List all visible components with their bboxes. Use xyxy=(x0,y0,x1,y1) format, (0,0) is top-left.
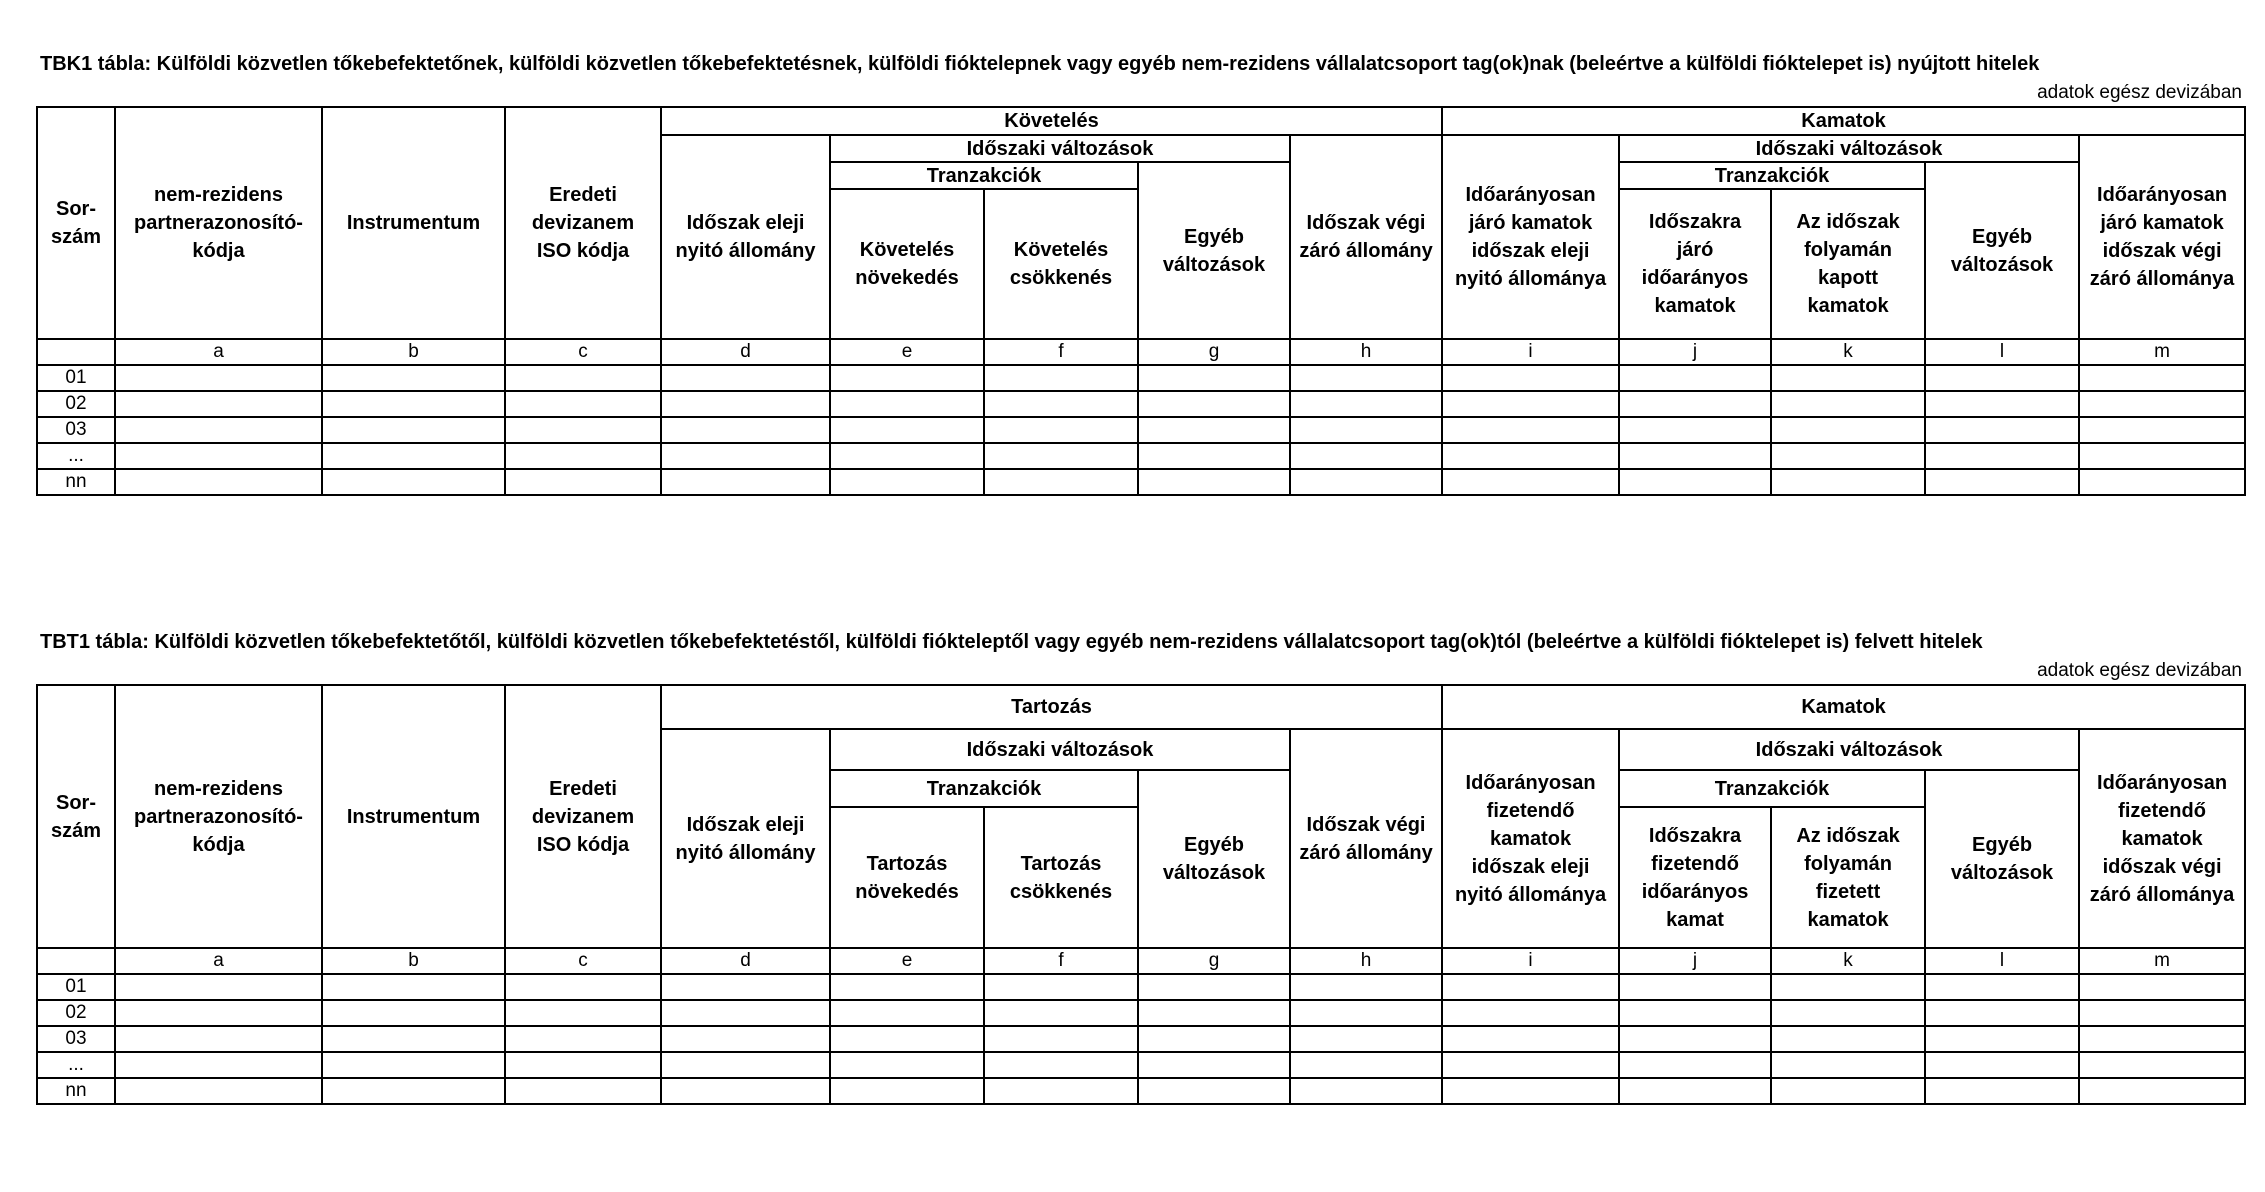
data-cell-h[interactable] xyxy=(1290,391,1442,417)
data-cell-d[interactable] xyxy=(661,1052,830,1078)
data-cell-l[interactable] xyxy=(1925,469,2079,495)
header-f: Tartozás csökkenés xyxy=(984,807,1138,948)
row-number: nn xyxy=(37,1078,115,1104)
header-a: nem-rezidens partnerazonosító- kódja xyxy=(115,107,322,339)
data-cell-l[interactable] xyxy=(1925,1052,2079,1078)
tbt1-section xyxy=(36,630,2244,1105)
table-row xyxy=(37,391,2245,417)
data-cell-j[interactable] xyxy=(1619,443,1771,469)
data-cell-k[interactable] xyxy=(1771,365,1925,391)
data-cell-b[interactable] xyxy=(322,1026,505,1052)
tbk1-section xyxy=(36,52,2244,496)
column-letter-i: i xyxy=(1442,339,1619,365)
table-row xyxy=(37,365,2245,391)
column-letter-c: c xyxy=(505,339,661,365)
data-cell-j[interactable] xyxy=(1619,417,1771,443)
data-cell-a[interactable] xyxy=(115,1078,322,1104)
data-cell-e[interactable] xyxy=(830,365,984,391)
data-cell-e[interactable] xyxy=(830,443,984,469)
data-cell-d[interactable] xyxy=(661,1000,830,1026)
column-letter-d: d xyxy=(661,948,830,974)
data-cell-g[interactable] xyxy=(1138,1000,1290,1026)
data-table xyxy=(36,684,2246,1105)
row-number: nn xyxy=(37,469,115,495)
group-header-interest: Kamatok xyxy=(1442,107,2245,135)
column-letter-b: b xyxy=(322,948,505,974)
data-cell-b[interactable] xyxy=(322,1052,505,1078)
data-cell-d[interactable] xyxy=(661,1078,830,1104)
data-cell-c[interactable] xyxy=(505,1078,661,1104)
data-cell-c[interactable] xyxy=(505,417,661,443)
column-letter-k: k xyxy=(1771,339,1925,365)
header-i: Időarányosan járó kamatok időszak eleji nyitó állománya xyxy=(1442,135,1619,339)
data-cell-a[interactable] xyxy=(115,1000,322,1026)
row-number: 01 xyxy=(37,365,115,391)
data-cell-j[interactable] xyxy=(1619,1078,1771,1104)
table-row xyxy=(37,1078,2245,1104)
group-header-main: Tartozás xyxy=(661,685,1442,729)
data-cell-j[interactable] xyxy=(1619,391,1771,417)
data-cell-c[interactable] xyxy=(505,1026,661,1052)
data-cell-m[interactable] xyxy=(2079,1052,2245,1078)
group-header-transactions-interest: Tranzakciók xyxy=(1619,770,1925,807)
data-cell-i[interactable] xyxy=(1442,443,1619,469)
data-cell-a[interactable] xyxy=(115,417,322,443)
data-cell-f[interactable] xyxy=(984,417,1138,443)
data-cell-l[interactable] xyxy=(1925,1000,2079,1026)
group-header-periodic-main: Időszaki változások xyxy=(830,135,1290,162)
header-f: Követelés csökkenés xyxy=(984,189,1138,339)
table-row xyxy=(37,469,2245,495)
letter-cell-empty xyxy=(37,339,115,365)
data-cell-h[interactable] xyxy=(1290,974,1442,1000)
data-cell-i[interactable] xyxy=(1442,391,1619,417)
table-row xyxy=(37,1052,2245,1078)
data-table xyxy=(36,106,2246,496)
group-header-transactions-main: Tranzakciók xyxy=(830,770,1138,807)
data-cell-j[interactable] xyxy=(1619,1052,1771,1078)
group-header-transactions-interest: Tranzakciók xyxy=(1619,162,1925,189)
column-letter-h: h xyxy=(1290,339,1442,365)
data-cell-g[interactable] xyxy=(1138,365,1290,391)
data-cell-c[interactable] xyxy=(505,365,661,391)
data-cell-e[interactable] xyxy=(830,1052,984,1078)
data-cell-f[interactable] xyxy=(984,1052,1138,1078)
header-h: Időszak végi záró állomány xyxy=(1290,135,1442,339)
data-cell-c[interactable] xyxy=(505,443,661,469)
header-l: Egyéb változások xyxy=(1925,770,2079,948)
data-cell-m[interactable] xyxy=(2079,1000,2245,1026)
data-cell-l[interactable] xyxy=(1925,974,2079,1000)
header-g: Egyéb változások xyxy=(1138,770,1290,948)
data-cell-a[interactable] xyxy=(115,1052,322,1078)
column-letter-f: f xyxy=(984,339,1138,365)
data-cell-g[interactable] xyxy=(1138,974,1290,1000)
group-header-periodic-main: Időszaki változások xyxy=(830,729,1290,770)
data-cell-h[interactable] xyxy=(1290,1052,1442,1078)
data-cell-f[interactable] xyxy=(984,443,1138,469)
data-cell-l[interactable] xyxy=(1925,443,2079,469)
data-cell-m[interactable] xyxy=(2079,974,2245,1000)
group-header-periodic-interest: Időszaki változások xyxy=(1619,135,2079,162)
header-d: Időszak eleji nyitó állomány xyxy=(661,729,830,948)
row-number: ... xyxy=(37,1052,115,1078)
column-letter-l: l xyxy=(1925,339,2079,365)
row-number: 02 xyxy=(37,1000,115,1026)
unit-note: adatok egész devizában xyxy=(2037,660,2242,681)
data-cell-i[interactable] xyxy=(1442,469,1619,495)
data-cell-e[interactable] xyxy=(830,1078,984,1104)
header-b: Instrumentum xyxy=(322,107,505,339)
column-letter-l: l xyxy=(1925,948,2079,974)
data-cell-c[interactable] xyxy=(505,469,661,495)
data-cell-c[interactable] xyxy=(505,1000,661,1026)
column-letter-i: i xyxy=(1442,948,1619,974)
column-letter-e: e xyxy=(830,339,984,365)
data-cell-a[interactable] xyxy=(115,1026,322,1052)
data-cell-k[interactable] xyxy=(1771,469,1925,495)
group-header-main: Követelés xyxy=(661,107,1442,135)
column-letter-d: d xyxy=(661,339,830,365)
data-cell-h[interactable] xyxy=(1290,417,1442,443)
data-cell-b[interactable] xyxy=(322,1078,505,1104)
data-cell-b[interactable] xyxy=(322,417,505,443)
table-row xyxy=(37,974,2245,1000)
data-cell-g[interactable] xyxy=(1138,391,1290,417)
data-cell-l[interactable] xyxy=(1925,365,2079,391)
data-cell-j[interactable] xyxy=(1619,1000,1771,1026)
data-cell-e[interactable] xyxy=(830,469,984,495)
data-cell-e[interactable] xyxy=(830,417,984,443)
data-cell-d[interactable] xyxy=(661,974,830,1000)
data-cell-j[interactable] xyxy=(1619,469,1771,495)
column-letter-j: j xyxy=(1619,948,1771,974)
data-cell-c[interactable] xyxy=(505,1052,661,1078)
data-cell-f[interactable] xyxy=(984,1000,1138,1026)
header-c: Eredeti devizanem ISO kódja xyxy=(505,685,661,948)
data-cell-c[interactable] xyxy=(505,974,661,1000)
data-cell-m[interactable] xyxy=(2079,469,2245,495)
header-h: Időszak végi záró állomány xyxy=(1290,729,1442,948)
data-cell-a[interactable] xyxy=(115,391,322,417)
row-number: 02 xyxy=(37,391,115,417)
data-cell-i[interactable] xyxy=(1442,417,1619,443)
table-row xyxy=(37,1000,2245,1026)
data-cell-g[interactable] xyxy=(1138,1026,1290,1052)
data-cell-k[interactable] xyxy=(1771,391,1925,417)
data-cell-i[interactable] xyxy=(1442,1026,1619,1052)
data-cell-d[interactable] xyxy=(661,1026,830,1052)
data-cell-m[interactable] xyxy=(2079,1026,2245,1052)
table-title: TBK1 tábla: Külföldi közvetlen tőkebefektetőnek, külföldi közvetlen tőkebefektetésnek, külföldi fióktelepnek vagy egyéb nem-rezidens vállalatcsoport tag(ok)nak (beleértve a külföldi fióktelepet is) nyújtott hitelek xyxy=(40,53,2040,75)
data-cell-d[interactable] xyxy=(661,417,830,443)
table-title: TBT1 tábla: Külföldi közvetlen tőkebefektetőtől, külföldi közvetlen tőkebefektetéstől, külföldi fiókteleptől vagy egyéb nem-rezidens vállalatcsoport tag(ok)tól (beleértve a külföldi fióktelepet is) felvett hitelek xyxy=(40,631,1983,653)
table-row xyxy=(37,443,2245,469)
data-cell-j[interactable] xyxy=(1619,365,1771,391)
data-cell-e[interactable] xyxy=(830,1000,984,1026)
data-cell-e[interactable] xyxy=(830,1026,984,1052)
data-cell-k[interactable] xyxy=(1771,1026,1925,1052)
data-cell-g[interactable] xyxy=(1138,443,1290,469)
data-cell-h[interactable] xyxy=(1290,1026,1442,1052)
unit-note: adatok egész devizában xyxy=(2037,82,2242,103)
data-cell-a[interactable] xyxy=(115,469,322,495)
data-cell-d[interactable] xyxy=(661,469,830,495)
table-row xyxy=(37,417,2245,443)
data-cell-d[interactable] xyxy=(661,443,830,469)
data-cell-k[interactable] xyxy=(1771,1000,1925,1026)
data-cell-h[interactable] xyxy=(1290,1000,1442,1026)
data-cell-b[interactable] xyxy=(322,974,505,1000)
data-cell-m[interactable] xyxy=(2079,391,2245,417)
header-l: Egyéb változások xyxy=(1925,162,2079,339)
data-cell-e[interactable] xyxy=(830,391,984,417)
data-cell-k[interactable] xyxy=(1771,974,1925,1000)
data-cell-j[interactable] xyxy=(1619,1026,1771,1052)
header-d: Időszak eleji nyitó állomány xyxy=(661,135,830,339)
column-letter-a: a xyxy=(115,948,322,974)
data-cell-m[interactable] xyxy=(2079,1078,2245,1104)
data-cell-f[interactable] xyxy=(984,365,1138,391)
header-b: Instrumentum xyxy=(322,685,505,948)
letter-cell-empty xyxy=(37,948,115,974)
data-cell-m[interactable] xyxy=(2079,417,2245,443)
data-cell-f[interactable] xyxy=(984,974,1138,1000)
header-i: Időarányosan fizetendő kamatok időszak eleji nyitó állománya xyxy=(1442,729,1619,948)
data-cell-i[interactable] xyxy=(1442,1052,1619,1078)
data-cell-d[interactable] xyxy=(661,391,830,417)
header-c: Eredeti devizanem ISO kódja xyxy=(505,107,661,339)
column-letter-m: m xyxy=(2079,948,2245,974)
header-m: Időarányosan fizetendő kamatok időszak végi záró állománya xyxy=(2079,729,2245,948)
data-cell-b[interactable] xyxy=(322,365,505,391)
column-letter-c: c xyxy=(505,948,661,974)
row-number: 01 xyxy=(37,974,115,1000)
header-sorszam: Sor- szám xyxy=(37,107,115,339)
data-cell-l[interactable] xyxy=(1925,1078,2079,1104)
data-cell-b[interactable] xyxy=(322,1000,505,1026)
column-letter-g: g xyxy=(1138,339,1290,365)
row-number: 03 xyxy=(37,1026,115,1052)
data-cell-b[interactable] xyxy=(322,443,505,469)
column-letter-m: m xyxy=(2079,339,2245,365)
data-cell-g[interactable] xyxy=(1138,1052,1290,1078)
header-k: Az időszak folyamán fizetett kamatok xyxy=(1771,807,1925,948)
data-cell-f[interactable] xyxy=(984,391,1138,417)
data-cell-g[interactable] xyxy=(1138,417,1290,443)
data-cell-h[interactable] xyxy=(1290,469,1442,495)
header-e: Tartozás növekedés xyxy=(830,807,984,948)
group-header-interest: Kamatok xyxy=(1442,685,2245,729)
data-cell-m[interactable] xyxy=(2079,365,2245,391)
header-g: Egyéb változások xyxy=(1138,162,1290,339)
data-cell-k[interactable] xyxy=(1771,443,1925,469)
data-cell-l[interactable] xyxy=(1925,417,2079,443)
data-cell-g[interactable] xyxy=(1138,469,1290,495)
data-cell-c[interactable] xyxy=(505,391,661,417)
data-cell-b[interactable] xyxy=(322,391,505,417)
column-letter-e: e xyxy=(830,948,984,974)
data-cell-j[interactable] xyxy=(1619,974,1771,1000)
row-number: ... xyxy=(37,443,115,469)
data-cell-i[interactable] xyxy=(1442,365,1619,391)
header-sorszam: Sor- szám xyxy=(37,685,115,948)
data-cell-f[interactable] xyxy=(984,1078,1138,1104)
group-header-transactions-main: Tranzakciók xyxy=(830,162,1138,189)
data-cell-d[interactable] xyxy=(661,365,830,391)
data-cell-a[interactable] xyxy=(115,443,322,469)
data-cell-i[interactable] xyxy=(1442,1078,1619,1104)
data-cell-k[interactable] xyxy=(1771,417,1925,443)
header-j: Időszakra járó időarányos kamatok xyxy=(1619,189,1771,339)
data-cell-a[interactable] xyxy=(115,974,322,1000)
column-letter-a: a xyxy=(115,339,322,365)
table-row xyxy=(37,1026,2245,1052)
data-cell-f[interactable] xyxy=(984,1026,1138,1052)
data-cell-m[interactable] xyxy=(2079,443,2245,469)
header-k: Az időszak folyamán kapott kamatok xyxy=(1771,189,1925,339)
data-cell-h[interactable] xyxy=(1290,1078,1442,1104)
header-j: Időszakra fizetendő időarányos kamat xyxy=(1619,807,1771,948)
data-cell-g[interactable] xyxy=(1138,1078,1290,1104)
column-letter-b: b xyxy=(322,339,505,365)
column-letter-g: g xyxy=(1138,948,1290,974)
column-letter-h: h xyxy=(1290,948,1442,974)
data-cell-h[interactable] xyxy=(1290,365,1442,391)
data-cell-e[interactable] xyxy=(830,974,984,1000)
header-e: Követelés növekedés xyxy=(830,189,984,339)
data-cell-i[interactable] xyxy=(1442,1000,1619,1026)
column-letter-f: f xyxy=(984,948,1138,974)
header-m: Időarányosan járó kamatok időszak végi záró állománya xyxy=(2079,135,2245,339)
data-cell-l[interactable] xyxy=(1925,391,2079,417)
column-letter-k: k xyxy=(1771,948,1925,974)
row-number: 03 xyxy=(37,417,115,443)
data-cell-k[interactable] xyxy=(1771,1078,1925,1104)
data-cell-b[interactable] xyxy=(322,469,505,495)
column-letter-j: j xyxy=(1619,339,1771,365)
header-a: nem-rezidens partnerazonosító- kódja xyxy=(115,685,322,948)
data-cell-k[interactable] xyxy=(1771,1052,1925,1078)
data-cell-h[interactable] xyxy=(1290,443,1442,469)
group-header-periodic-interest: Időszaki változások xyxy=(1619,729,2079,770)
data-cell-l[interactable] xyxy=(1925,1026,2079,1052)
data-cell-i[interactable] xyxy=(1442,974,1619,1000)
data-cell-f[interactable] xyxy=(984,469,1138,495)
data-cell-a[interactable] xyxy=(115,365,322,391)
